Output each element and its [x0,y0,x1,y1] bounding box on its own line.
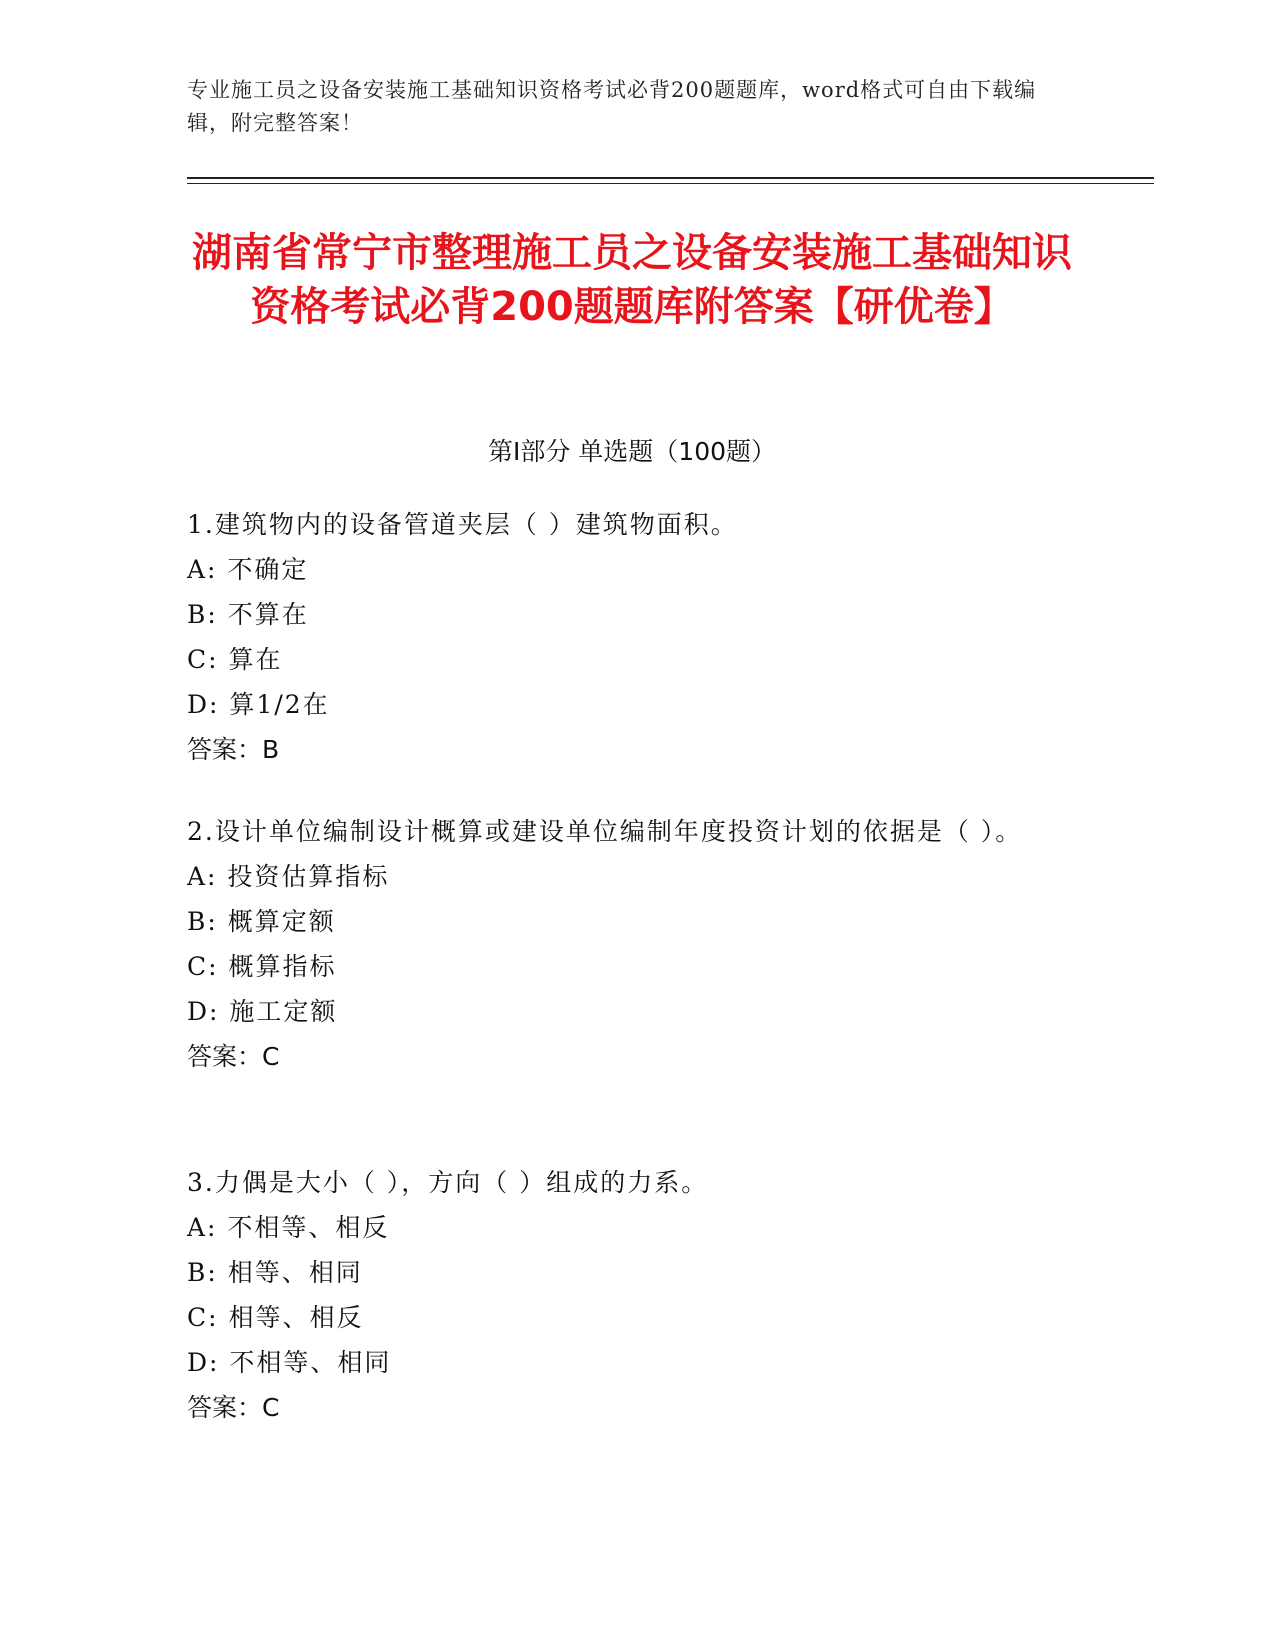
option-b: B: 概算定额 [187,907,336,936]
option-a: A: 不确定 [187,555,309,584]
question-stem: 1.建筑物内的设备管道夹层（ ）建筑物面积。 [187,510,738,539]
option-c: C: 相等、相反 [187,1303,364,1332]
option-a: A: 不相等、相反 [187,1213,390,1242]
option-c: C: 概算指标 [187,952,337,981]
answer: 答案：B [187,735,280,764]
header-divider-thick [187,177,1154,179]
question-3 [187,1160,1077,1430]
answer: 答案：C [187,1042,280,1071]
header-note: 专业施工员之设备安装施工基础知识资格考试必背200题题库，word格式可自由下载编辑，附完整答案！ [187,78,1037,135]
option-d: D: 施工定额 [187,997,338,1026]
question-stem: 3.力偶是大小（ ），方向（ ）组成的力系。 [187,1168,709,1197]
option-b: B: 相等、相同 [187,1258,363,1287]
answer: 答案：C [187,1393,280,1422]
question-stem: 2.设计单位编制设计概算或建设单位编制年度投资计划的依据是（ ）。 [187,817,1023,846]
question-2 [187,809,1077,1079]
option-d: D: 算1/2在 [187,690,330,719]
option-a: A: 投资估算指标 [187,862,390,891]
question-1 [187,502,1077,772]
header-divider-thin [187,183,1154,184]
option-c: C: 算在 [187,645,283,674]
option-b: B: 不算在 [187,600,309,629]
section-title: 第Ⅰ部分 单选题（100题） [487,437,777,466]
option-d: D: 不相等、相同 [187,1348,392,1377]
document-title: 湖南省常宁市整理施工员之设备安装施工基础知识资格考试必背200题题库附答案【研优卷】 [192,230,1072,330]
